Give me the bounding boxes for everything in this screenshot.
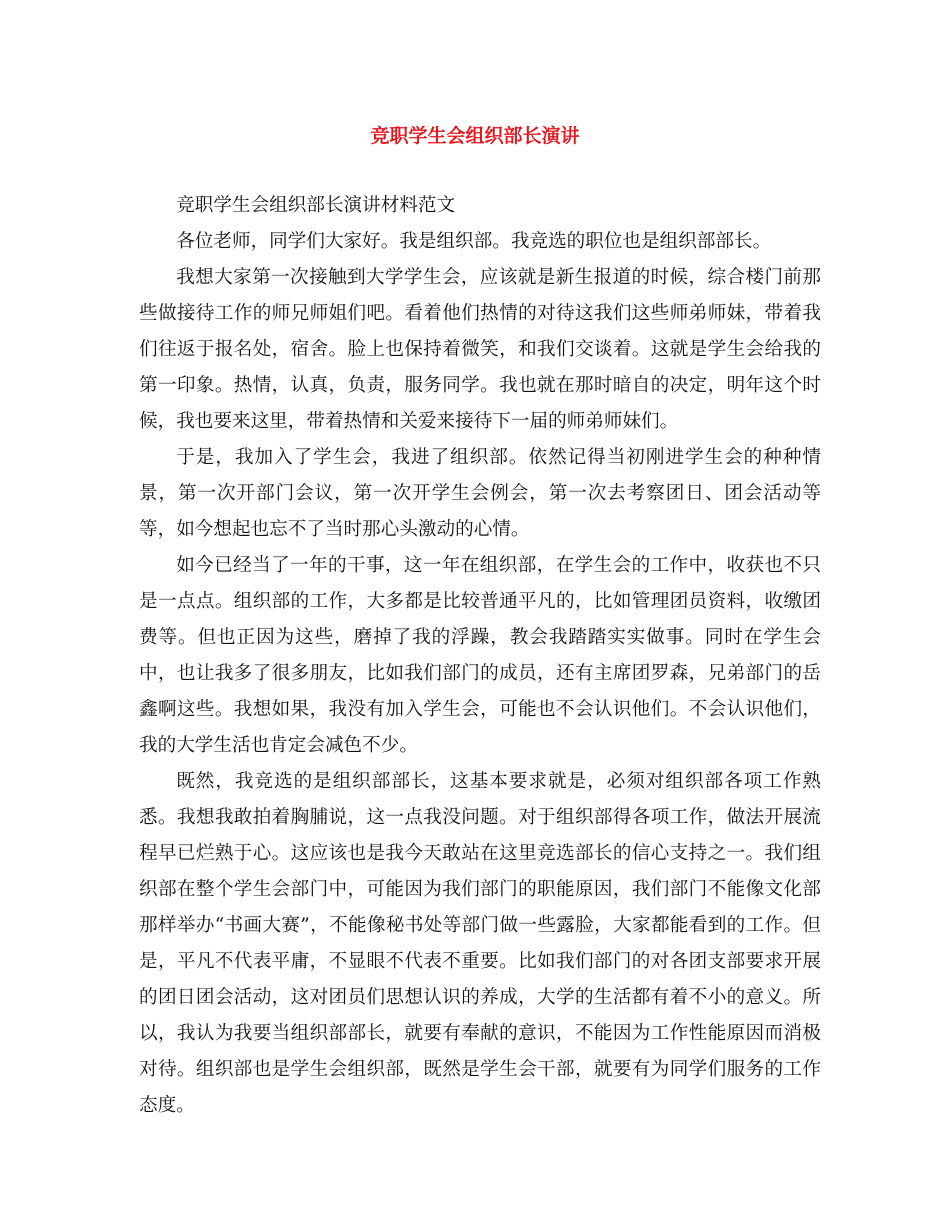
document-title: 竞职学生会组织部长演讲 <box>370 125 580 147</box>
paragraph-first-impression: 我想大家第一次接触到大学学生会，应该就是新生报道的时候，综合楼门前那些做接待工作的师兄师姐们吧。看着他们热情的对待这我们这些师弟师妹，带着我们往返于报名处，宿舍。脸上也保持着微笑，和我们交谈着。这就是学生会给我的第一印象。热情，认真，负责，服务同学。我也就在那时暗自的决定，明年这个时候，我也要来这里，带着热情和关爱来接待下一届的师弟师妹们。 <box>139 267 821 432</box>
paragraph-subtitle: 竞职学生会组织部长演讲材料范文 <box>176 195 456 216</box>
paragraph-qualification: 既然，我竞选的是组织部部长，这基本要求就是，必须对组织部各项工作熟悉。我想我敢拍着胸脯说，这一点我没问题。对于组织部得各项工作，做法开展流程早已烂熟于心。这应该也是我今天敢站在这里竞选部长的信心支持之一。我们组织部在整个学生会部门中，可能因为我们部门的职能原因，我们部门不能像文化部那样举办“书画大赛”，不能像秘书处等部门做一些露脸，大家都能看到的工作。但是，平凡不代表平庸，不显眼不代表不重要。比如我们部门的对各团支部要求开展的团日团会活动，这对团员们思想认识的养成，大学的生活都有着不小的意义。所以，我认为我要当组织部部长，就要有奉献的意识，不能因为工作性能原因而消极对待。组织部也是学生会组织部，既然是学生会干部，就要有为同学们服务的工作态度。 <box>139 771 821 1116</box>
paragraph-joining: 于是，我加入了学生会，我进了组织部。依然记得当初刚进学生会的种种情景，第一次开部门会议，第一次开学生会例会，第一次去考察团日、团会活动等等，如今想起也忘不了当时那心头激动的心情。 <box>139 447 821 540</box>
document-body <box>139 188 821 1124</box>
paragraph-greeting: 各位老师，同学们大家好。我是组织部。我竞选的职位也是组织部部长。 <box>176 231 772 252</box>
paragraph-experience: 如今已经当了一年的干事，这一年在组织部，在学生会的工作中，收获也不只是一点点。组织部的工作，大多都是比较普通平凡的，比如管理团员资料，收缴团费等。但也正因为这些，磨掉了我的浮躁，教会我踏踏实实做事。同时在学生会中，也让我多了很多朋友，比如我们部门的成员，还有主席团罗森，兄弟部门的岳鑫啊这些。我想如果，我没有加入学生会，可能也不会认识他们。不会认识他们，我的大学生活也肯定会减色不少。 <box>139 555 821 756</box>
